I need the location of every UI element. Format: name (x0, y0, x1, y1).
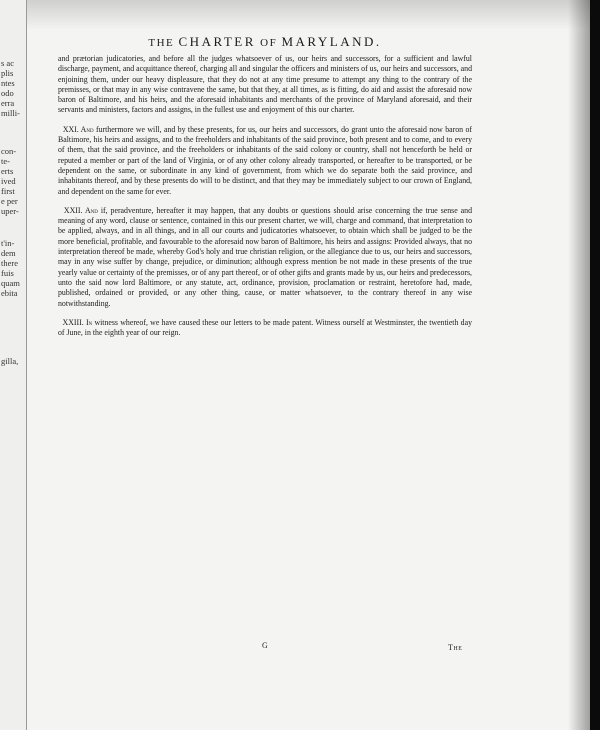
signature-mark: G (262, 641, 268, 650)
margin-fragment: dem (1, 248, 16, 258)
page-top-shadow (26, 0, 590, 30)
margin-fragment: e per (1, 196, 18, 206)
running-head-title: CHARTER (178, 34, 256, 49)
margin-fragment: milli- (1, 108, 20, 118)
margin-fragment: erra (1, 98, 15, 108)
margin-fragment: plis (1, 68, 14, 78)
running-head (58, 34, 472, 50)
margin-fragment: gilla, (1, 356, 19, 366)
margin-fragment: quam (1, 278, 20, 288)
margin-fragment: first (1, 186, 15, 196)
margin-fragment: fuis (1, 268, 14, 278)
binding-shadow (568, 0, 590, 730)
margin-fragment: t'in- (1, 238, 15, 248)
margin-fragment: uper- (1, 206, 19, 216)
margin-fragment: te- (1, 156, 10, 166)
catchword: The (448, 643, 463, 652)
paragraph-xxii (58, 206, 472, 309)
paragraph-xxi (58, 125, 472, 197)
margin-fragment: con- (1, 146, 17, 156)
paragraph-text: furthermore we will, and by these presents, for us, our heirs and successors, do grant unto the aforesaid now baron of Baltimore, his heirs and assigns, and to the freeholders and inhabitants of the said province, both present and to come, and to every of them, that the said province, and the freeholders or inhabitants of the said colony or country, shall not henceforth be held or reputed a member or part of the land of Virginia, or of any other colony already transported, or hereafter to be transported, or be dependent on the same, or subordinate in any kind of government, from which we do separate both the said province, and inhabitants thereof, and by these presents do will to be distinct, and that they may be immediately subject to our crown of England, and dependent on the same for ever. (58, 124, 473, 196)
margin-fragment: erts (1, 166, 14, 176)
paragraph-text: witness whereof, we have caused these our letters to be made patent. Witness ourself at Westminster, the twentieth day of June, in the eighth year of our reign. (58, 317, 473, 338)
margin-fragment: there (1, 258, 18, 268)
paragraph-text: and prætorian judicatories, and before all the judges whatsoever of us, our heirs and successors, for a sufficient and lawful discharge, payment, and acquittance thereof, charging all and singular the officers and ministers of us, our heirs and successors, and enjoining them, under our heavy displeasure, that they do not at any time presume to attempt any thing to the contrary of the premisses, or that may in any wise contravene the same, but that they, at all times, as is fitting, do aid and assist the aforesaid now baron of Baltimore, and his heirs, and the aforesaid inhabitants and merchants of the province of Maryland aforesaid, and their servants and ministers, factors and assigns, in the fullest use and enjoyment of this our charter. (58, 54, 472, 115)
paragraph-text: if, peradventure, hereafter it may happen, that any doubts or questions should arise concerning the true sense and meaning of any word, clause or sentence, contained in this our present charter, we will, charge and command, that interpretation to be applied, always, and in all things, and in all our courts and judicatories whatsoever, to obtain which shall be judged to be the more beneficial, profitable, and favourable to the aforesaid now baron of Baltimore, his heirs and assigns: Provided always, that no interpretation thereof be made, whereby God's holy and true christian religion, or the allegiance due to us, our heirs and successors, may in any wise suffer by change, prejudice, or diminution; although express mention be not made in these presents of the true yearly value or certainty of the premisses, or of any part thereof, or of other gifts and grants made by us, our heirs and predecessors, unto the said now lord Baltimore, or any statute, act, ordinance, provision, proclamation or restraint, heretofore had, made, published, ordained or provided, or any other thing, cause, or matter whatsoever, to the contrary thereof in any wise notwithstanding. (58, 205, 472, 308)
running-head-prefix: THE (148, 37, 175, 49)
document-page (58, 34, 472, 347)
section-lead: XXII. And (63, 205, 98, 215)
facing-page-edge (0, 0, 27, 730)
paragraph-continuation (58, 54, 472, 116)
paragraph-xxiii (58, 318, 472, 339)
section-lead: XXI. And (62, 124, 94, 134)
running-head-of: OF (260, 37, 278, 49)
margin-fragment: ebita (1, 288, 18, 298)
section-lead: XXIII. In (62, 317, 93, 327)
margin-fragment: odo (1, 88, 14, 98)
running-head-place: MARYLAND. (281, 34, 382, 49)
margin-fragment: s ac (1, 58, 14, 68)
margin-fragment: ived (1, 176, 16, 186)
margin-fragment: ntes (1, 78, 15, 88)
scan-border (590, 0, 600, 730)
